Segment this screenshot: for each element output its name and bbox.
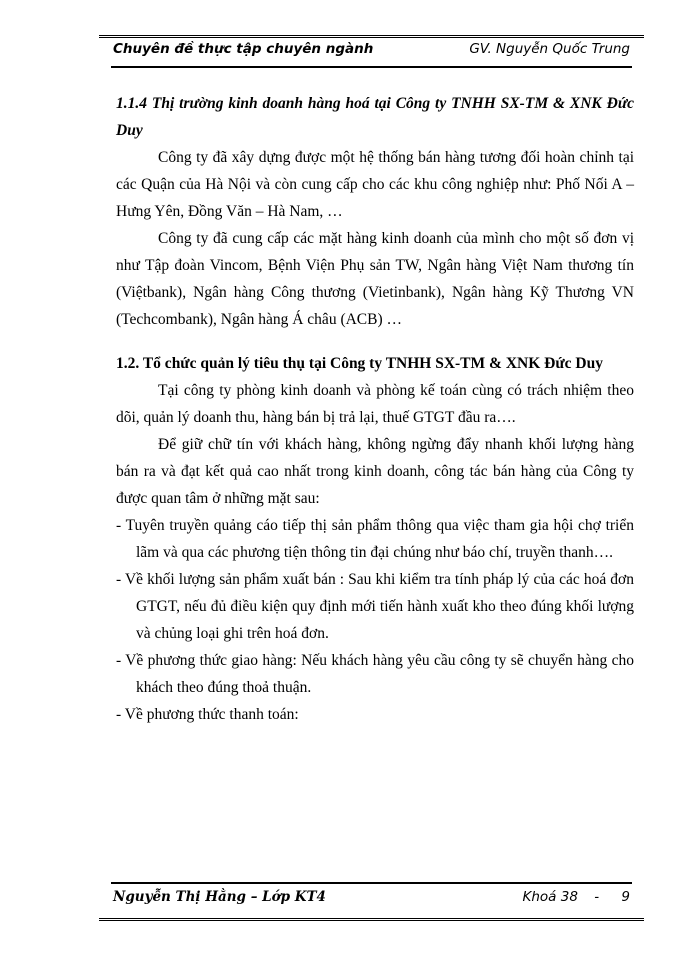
paragraph: Công ty đã xây dựng được một hệ thống bán hàng tương đối hoàn chỉnh tại các Quận của Hà Nội và còn cung cấp cho các khu công nghiệp như: Phố Nối A – Hưng Yên, Đồng Văn – Hà Nam, … xyxy=(116,149,634,220)
footer-course: Khoá 38 xyxy=(522,889,578,905)
page-footer xyxy=(111,882,632,916)
list-item: - Về phương thức giao hàng: Nếu khách hàng yêu cầu công ty sẽ chuyển hàng cho khách theo đúng thoả thuận. xyxy=(116,652,634,696)
paragraph: Tại công ty phòng kinh doanh và phòng kế toán cùng có trách nhiệm theo dõi, quản lý doanh thu, hàng bán bị trả lại, thuế GTGT đầu ra…. xyxy=(116,382,634,426)
list-item: - Về phương thức thanh toán: xyxy=(116,706,299,723)
section-heading-1-1-4: 1.1.4 Thị trường kinh doanh hàng hoá tại Công ty TNHH SX-TM & XNK Đức Duy xyxy=(116,95,634,139)
page-number: 9 xyxy=(621,889,630,905)
header-title: Chuyên đề thực tập chuyên ngành xyxy=(113,41,374,57)
paragraph: Để giữ chữ tín với khách hàng, không ngừng đẩy nhanh khối lượng hàng bán ra và đạt kết quả cao nhất trong kinh doanh, công tác bán hàng của Công ty được quan tâm ở những mặt sau: xyxy=(116,436,634,507)
section-heading-1-2: 1.2. Tổ chức quản lý tiêu thụ tại Công ty TNHH SX-TM & XNK Đức Duy xyxy=(116,355,603,372)
bullet-list xyxy=(116,512,634,728)
header-instructor: GV. Nguyễn Quốc Trung xyxy=(469,41,630,57)
paragraph: Công ty đã cung cấp các mặt hàng kinh doanh của mình cho một số đơn vị như Tập đoàn Vincom, Bệnh Viện Phụ sản TW, Ngân hàng Việt Nam thương tín (Việtbank), Ngân hàng Công thương (Vietinbank), Ngân hàng Kỹ Thương VN (Techcombank), Ngân hàng Á châu (ACB) … xyxy=(116,230,634,328)
list-item: - Về khối lượng sản phẩm xuất bán : Sau khi kiểm tra tính pháp lý của các hoá đơn GTGT, nếu đủ điều kiện quy định mới tiến hành xuất kho theo đúng khối lượng và chủng loại ghi trên hoá đơn. xyxy=(116,571,634,642)
list-item: - Tuyên truyền quảng cáo tiếp thị sản phẩm thông qua việc tham gia hội chợ triển lãm và qua các phương tiện thông tin đại chúng như báo chí, truyền thanh…. xyxy=(116,517,634,561)
footer-author: Nguyễn Thị Hằng – Lớp KT4 xyxy=(113,889,326,905)
footer-separator: - xyxy=(594,889,600,905)
page-content xyxy=(116,90,634,728)
page-header xyxy=(111,34,632,68)
footer-page-info xyxy=(523,889,630,905)
